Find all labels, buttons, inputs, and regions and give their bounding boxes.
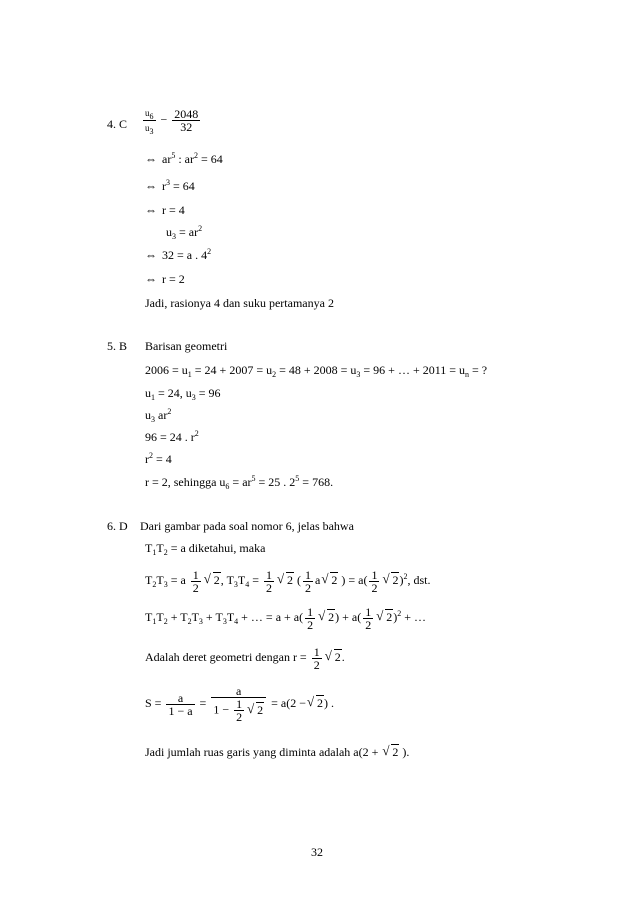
q5-line-6: r = 2, sehingga $u_6 = ar^5 = 25$ . $2^5 = 768$. — [145, 474, 334, 491]
iff-arrow-icon: ⇔ — [145, 203, 157, 217]
sqrt-two: √ 2 — [376, 603, 393, 631]
q6-label: 6. D — [107, 519, 128, 533]
q6-line-4: Adalah deret geometri dengan r = $\frac{1}{2}$ √ 2. — [145, 643, 345, 671]
iff-arrow-icon: ⇔ — [145, 179, 157, 193]
q6-line-3: $T_1T_2 + T_2T_3 + T_3T_4$ + … = a + a( $\frac{1}{2}$ √ 2) + a( $\frac{1}{2}$ √ 2)$^2$ + … — [145, 603, 426, 633]
sqrt-two: √ 2 — [307, 683, 324, 723]
q5-line-3: $u_3$ $ar^2$ — [145, 407, 172, 424]
q4-label: 4. C — [107, 117, 128, 131]
sqrt-two: √ 2 — [325, 643, 342, 671]
sum-fraction: $\frac{a}{1 - a}$ — [168, 690, 193, 718]
sqrt-two: √ 2 — [321, 566, 338, 594]
sqrt-two: √ 2 — [382, 745, 399, 759]
q6-line-1: $T_1T_2 = a$ diketahui, maka — [145, 541, 266, 557]
half-fraction: $\frac{1}{2}$ — [192, 567, 199, 595]
sqrt-two: √ 2 — [204, 566, 221, 594]
half-fraction: $\frac{1}{2}$ — [365, 604, 372, 632]
q5-line-4: 96 = 24 . $r^2$ — [145, 429, 199, 444]
q5-title: Barisan geometri — [145, 339, 228, 353]
half-fraction: $\frac{1}{2}$ — [266, 567, 273, 595]
value-ratio-fraction: $\frac{2048}{32}$ — [174, 107, 199, 134]
q6-conclusion: Jadi jumlah ruas garis yang diminta adalah a(2 + √ 2 ). — [145, 745, 409, 759]
q4-step-4: $u_3 = ar^2$ — [166, 224, 203, 241]
half-fraction: $\frac{1}{2}$ — [236, 697, 243, 725]
sqrt-two: √ 2 — [382, 566, 399, 594]
q4-step-3: ⇔ r = 4 — [145, 203, 185, 217]
sqrt-two: √ 2 — [247, 704, 264, 716]
q4-ratio-equation: $\frac{u_6}{u_3}$ − $\frac{2048}{32}$ — [145, 107, 199, 136]
sqrt-two: √ 2 — [318, 603, 335, 631]
half-fraction: $\frac{1}{2}$ — [313, 644, 320, 672]
half-fraction: $\frac{1}{2}$ — [371, 567, 378, 595]
page-number: 32 — [311, 845, 323, 859]
half-fraction: $\frac{1}{2}$ — [307, 604, 314, 632]
iff-arrow-icon: ⇔ — [145, 152, 157, 166]
q4-step-1: ⇔ $ar^5$ : $ar^2 = 64$ — [145, 151, 223, 166]
iff-arrow-icon: ⇔ — [145, 272, 157, 286]
iff-arrow-icon: ⇔ — [145, 248, 157, 262]
q6-intro: Dari gambar pada soal nomor 6, jelas bahwa — [140, 519, 354, 533]
q5-label: 5. B — [107, 339, 128, 353]
q5-line-2: $u_1 = 24$, $u_3 = 96$ — [145, 386, 221, 402]
q6-line-5: S = $\frac{a}{1 - a}$ = a 1 − $\frac{1}{2}$ √ 2 = a(2 −√ 2) . — [145, 683, 334, 723]
half-fraction: $\frac{1}{2}$ — [305, 567, 312, 595]
q5-line-5: $r^2 = 4$ — [145, 451, 172, 466]
q4-step-5: ⇔ 32 = a . $4^2$ — [145, 247, 212, 262]
q5-line-1: $2006 = u_1 = 24 + 2007 = u_2 = 48 + 2008 = u_3 = 96$ + … + $2011 = u_n$ = ? — [145, 363, 488, 379]
u-ratio-fraction: $\frac{u_6}{u_3}$ — [145, 108, 154, 136]
q6-line-2: $T_2T_3 = a$ $\frac{1}{2}$ √ 2, $T_3T_4$ = $\frac{1}{2}$ √ 2 ( $\frac{1}{2}$ a√ 2 ) = a( $\frac{1}{2}$ √ 2)$^2$, dst. — [145, 566, 430, 596]
sqrt-two: √ 2 — [277, 566, 294, 594]
q4-conclusion: Jadi, rasionya 4 dan suku pertamanya 2 — [145, 296, 334, 310]
q4-step-6: ⇔ r = 2 — [145, 272, 185, 286]
sum-fraction-expanded: a 1 − $\frac{1}{2}$ √ 2 — [211, 685, 266, 723]
q4-step-2: ⇔ $r^3 = 64$ — [145, 178, 195, 193]
